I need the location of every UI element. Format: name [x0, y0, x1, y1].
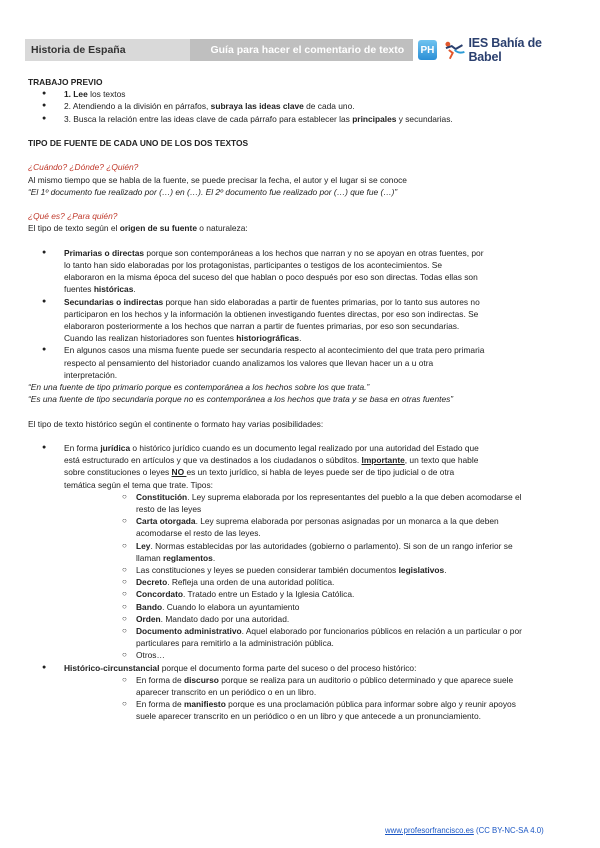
sublist-item: ○ Ley. Normas establecidas por las autoridades (gobierno o parlamento). Si son de un rango inferior se llaman reglamentos.	[64, 540, 573, 564]
list-item	[28, 113, 573, 125]
list-item	[28, 100, 573, 112]
text: participaron en los hechos y la información la obtienen investigando fuentes directas, por eso son indirectas. Se	[64, 308, 479, 319]
text: En algunos casos una misma fuente puede ser secundaria respecto al acontecimiento del que trata pero primaria	[64, 345, 485, 356]
bold-text: Primarias o directas	[64, 247, 145, 258]
text: lo tanto han sido elaboradas por los protagonistas, participantes o testigos de los acontecimientos. Se	[64, 259, 443, 270]
list-item-bold: subraya las ideas clave	[210, 101, 304, 112]
sublist-item: ○ Bando. Cuando lo elabora un ayuntamiento	[64, 601, 573, 613]
sublist-item: ○ Concordato. Tratado entre un Estado y la Iglesia Católica.	[64, 588, 573, 600]
text: En forma	[64, 443, 101, 453]
bold-text: origen de su fuente	[119, 223, 197, 234]
sublist-item: ○ Las constituciones y leyes se pueden considerar también documentos legislativos.	[64, 564, 573, 576]
quote: “El 1º documento fue realizado por (…) en (…). El 2º documento fue realizado por (…) que fue (…)”	[28, 186, 398, 197]
list-item-text: 3. Busca la relación entre las ideas clave de cada párrafo para establecer las	[64, 113, 353, 124]
sublist-item: ○ Orden. Mandato dado por una autoridad.	[64, 613, 573, 625]
text: .	[133, 284, 136, 295]
text: porque el documento forma parte del suceso o del proceso histórico:	[159, 662, 417, 673]
sublist-item: ○ Carta otorgada. Ley suprema elaborada por personas asignadas por un monarca a la que deben acomodarse el resto de las leyes.	[64, 515, 573, 539]
logo-text: IES Bahía de Babel	[468, 36, 542, 64]
text: sobre constituciones o leyes	[64, 467, 172, 478]
text: porque han sido elaboradas a partir de fuentes primarias, por lo tanto sus autores no	[163, 296, 480, 307]
list-item-bold: 1. Lee	[64, 89, 88, 100]
paragraph: El tipo de texto histórico según el continente o formato hay varias posibilidades:	[28, 418, 324, 429]
bold-text: Secundarias o indirectas	[64, 296, 164, 307]
list-item-secundarias	[28, 296, 573, 345]
bold-text: Histórico-circunstancial	[64, 662, 160, 673]
header-guide-title: Guía para hacer el comentario de texto	[190, 39, 412, 61]
section-title-trabajo: TRABAJO PREVIO	[28, 77, 103, 87]
list-item-text: los textos	[87, 89, 126, 100]
circunstancial-sublist	[64, 674, 573, 723]
underlined-text: NO	[171, 467, 187, 478]
trabajo-list	[28, 88, 573, 125]
list-item	[28, 88, 573, 100]
fuente-list	[28, 247, 573, 381]
list-item-text: 2. Atendiendo a la división en párrafos,	[64, 101, 211, 112]
text: El tipo de texto según el	[28, 223, 120, 234]
sublist-item: ○ Documento administrativo. Aquel elaborado por funcionarios públicos en relación a un particular o por particulares para remitirlo a la administración pública.	[64, 625, 573, 649]
document-body	[28, 76, 573, 723]
bold-text: jurídica	[100, 443, 131, 453]
list-item-primarias	[28, 247, 573, 296]
list-item-algunos-casos	[28, 344, 573, 381]
list-item-bold: principales	[352, 113, 397, 124]
text: o naturaleza:	[196, 223, 248, 234]
header-subject: Historia de España	[25, 39, 190, 61]
sublist-item: ○ Decreto. Refleja una orden de una autoridad política.	[64, 576, 573, 588]
sublist-item: ○ Constitución. Ley suprema elaborada por los representantes del pueblo a la que deben acomodarse el resto de las leyes	[64, 491, 573, 515]
list-item-circunstancial	[28, 662, 573, 723]
juridica-sublist	[64, 491, 573, 662]
sublist-item: ○ En forma de discurso porque se realiza para un auditorio o público determinado y que aparece suele aparecer transcrito en un periódico o en un libro.	[64, 674, 573, 698]
school-logo	[443, 36, 575, 64]
text: respecto al pensamiento del historiador cuando analizamos los valores que llevan hacer un a u otra	[64, 357, 434, 368]
quote: “En una fuente de tipo primario porque es contemporánea a los hechos sobre los que trata.”	[28, 382, 370, 393]
question-cuando: ¿Cuándo? ¿Dónde? ¿Quién?	[28, 162, 139, 173]
footer-license	[385, 826, 544, 835]
question-que-es: ¿Qué es? ¿Para quién?	[28, 211, 118, 222]
paragraph: Al mismo tiempo que se habla de la fuente, se puede precisar la fecha, el autor y el lugar si se conoce	[28, 174, 407, 185]
figure-logo-icon	[443, 40, 466, 60]
bold-text: históricas	[93, 284, 134, 295]
text: , un texto que hable	[404, 455, 479, 466]
sublist-item: ○ Otros…	[64, 649, 573, 661]
list-item-juridica	[28, 442, 573, 662]
text: porque son contemporáneas a los hechos que narran y no se apoyan en otras fuentes, por	[144, 247, 484, 258]
quote: “Es una fuente de tipo secundaria porque no es contemporánea a los hechos que trata y se basa en otras fuentes”	[28, 394, 454, 405]
sublist-item: ○ En forma de manifiesto porque es una proclamación pública para informar sobre algo y reunir apoyos suele aparecer transcrito en un periódico o en un libro y que antecede a un pronunciamiento.	[64, 698, 573, 722]
list-item-text: y secundarias.	[396, 113, 453, 124]
underlined-text: Importante	[361, 455, 405, 466]
ph-badge-icon	[418, 40, 437, 60]
text: elaboraron en la misma época del suceso del que hablan o poco después por eso son directas. Todas ellas son	[64, 272, 478, 283]
ph-badge-text: PH	[420, 44, 435, 56]
text: interpretación.	[64, 369, 118, 380]
paragraph	[28, 222, 573, 234]
list-item-text: de cada uno.	[303, 101, 355, 112]
bold-text: historiográficas	[236, 333, 300, 344]
text: fuentes	[64, 284, 94, 295]
license-text: (CC BY-NC-SA 4.0)	[473, 826, 544, 835]
text: .	[299, 333, 302, 344]
formato-list	[28, 442, 573, 723]
website-link[interactable]: www.profesorfrancisco.es	[385, 826, 474, 835]
text: elaboraron posteriormente a los hechos que narran a partir de fuentes primarias, por eso son secundarias.	[64, 321, 460, 331]
text: es un texto jurídico, si habla de leyes puede ser de tipo judicial o de otra	[186, 467, 455, 478]
section-title-tipo: TIPO DE FUENTE DE CADA UNO DE LOS DOS TEXTOS	[28, 138, 249, 148]
text: o histórico jurídico cuando es un documento legal realizado por una autoridad del Estado que	[130, 443, 479, 453]
text: está estructurado en artículos y que va destinados a los ciudadanos o súbditos.	[64, 455, 362, 466]
text: Cuando las realizan historiadores son fuentes	[64, 333, 237, 344]
page-header	[25, 37, 575, 63]
text: temática según el tema que trate. Tipos:	[64, 479, 213, 490]
